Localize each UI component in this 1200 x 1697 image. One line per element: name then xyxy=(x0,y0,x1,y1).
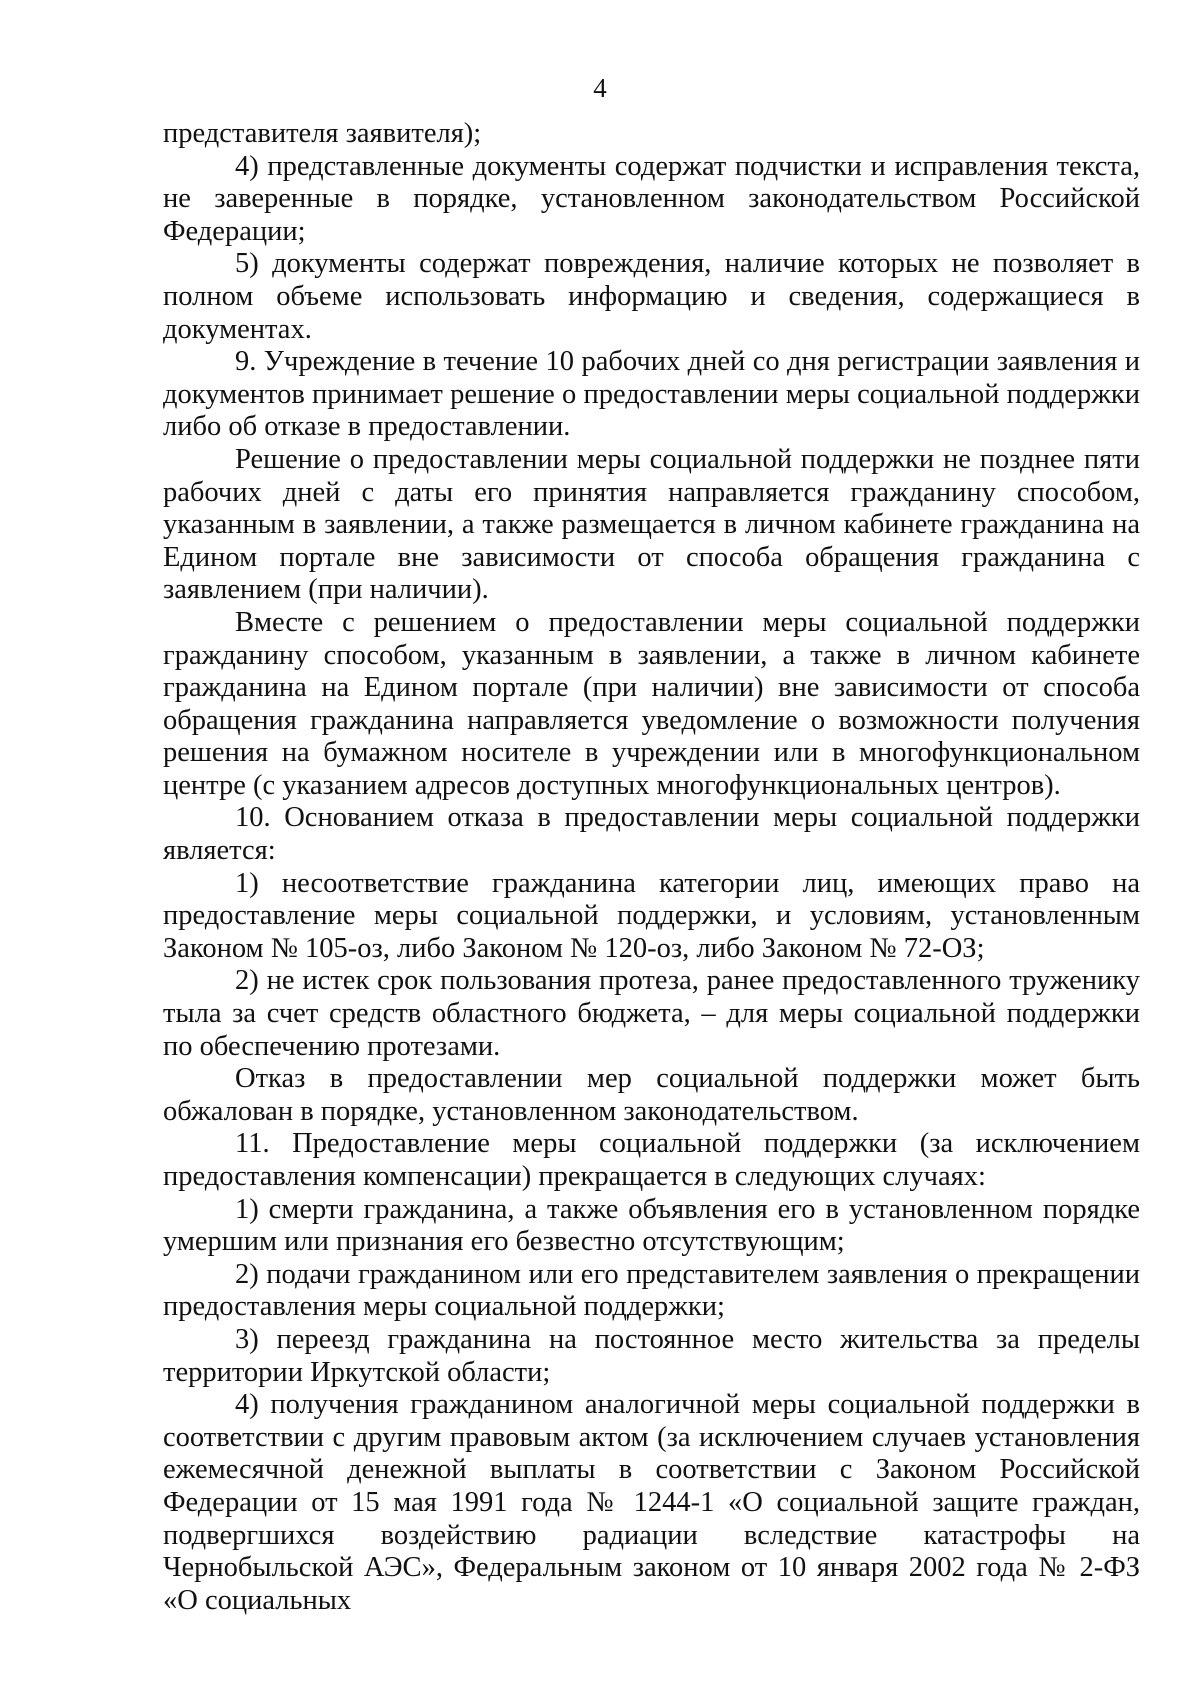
paragraph-appeal: Отказ в предоставлении мер социальной поддержки может быть обжалован в порядке, установленном законодательством. xyxy=(163,1063,1140,1127)
paragraph-termination-1: 1) смерти гражданина, а также объявления его в установленном порядке умершим или признания его безвестно отсутствующим; xyxy=(163,1193,1140,1258)
paragraph-termination-3: 3) переезд гражданина на постоянное место жительства за пределы территории Иркутской области; xyxy=(163,1323,1140,1388)
paragraph-section-11: 11. Предоставление меры социальной поддержки (за исключением предоставления компенсации) прекращается в следующих случаях: xyxy=(163,1128,1140,1192)
document-body xyxy=(163,118,1140,1617)
paragraph-section-9: 9. Учреждение в течение 10 рабочих дней со дня регистрации заявления и документов принимает решение о предоставлении меры социальной поддержки либо об отказе в предоставлении. xyxy=(163,346,1140,443)
paragraph-item-4-corrections: 4) представленные документы содержат подчистки и исправления текста, не заверенные в порядке, установленном законодательством Российской Федерации; xyxy=(163,150,1140,247)
paragraph-representative: представителя заявителя); xyxy=(163,118,482,149)
paragraph-termination-4: 4) получения гражданином аналогичной меры социальной поддержки в соответствии с другим правовым актом (за исключением случаев установления ежемесячной денежной выплаты в соответствии с Законом Российской Федерации от 15 мая 1991 года № 1244-1 «О социальной защите граждан, подвергшихся воздействию радиации вследствие катастрофы на Чернобыльской АЭС», Федеральным законом от 10 января 2002 года № 2-ФЗ «О социальных xyxy=(163,1389,1140,1616)
paragraph-item-5-damage: 5) документы содержат повреждения, наличие которых не позволяет в полном объеме использовать информацию и сведения, содержащиеся в документах. xyxy=(163,248,1140,345)
paragraph-termination-2: 2) подачи гражданином или его представителем заявления о прекращении предоставления меры социальной поддержки; xyxy=(163,1258,1140,1323)
page-number: 4 xyxy=(593,73,607,103)
paragraph-notification: Вместе с решением о предоставлении меры социальной поддержки гражданину способом, указанным в заявлении, а также в личном кабинете гражданина на Едином портале (при наличии) вне зависимости от способа обращения гражданина направляется уведомление о возможности получения решения на бумажном носителе в учреждении или в многофункциональном центре (с указанием адресов доступных многофункциональных центров). xyxy=(163,606,1140,801)
paragraph-refusal-reason-2: 2) не истек срок пользования протеза, ранее предоставленного труженику тыла за счет средств областного бюджета, – для меры социальной поддержки по обеспечению протезами. xyxy=(163,965,1140,1062)
paragraph-refusal-reason-1: 1) несоответствие гражданина категории лиц, имеющих право на предоставление меры социальной поддержки, и условиям, установленным Законом № 105-оз, либо Законом № 120-оз, либо Законом № 72-ОЗ; xyxy=(163,867,1140,964)
paragraph-decision-delivery: Решение о предоставлении меры социальной поддержки не позднее пяти рабочих дней с даты его принятия направляется гражданину способом, указанным в заявлении, а также размещается в личном кабинете гражданина на Едином портале вне зависимости от способа обращения гражданина с заявлением (при наличии). xyxy=(163,443,1140,606)
paragraph-section-10: 10. Основанием отказа в предоставлении меры социальной поддержки является: xyxy=(163,802,1140,867)
